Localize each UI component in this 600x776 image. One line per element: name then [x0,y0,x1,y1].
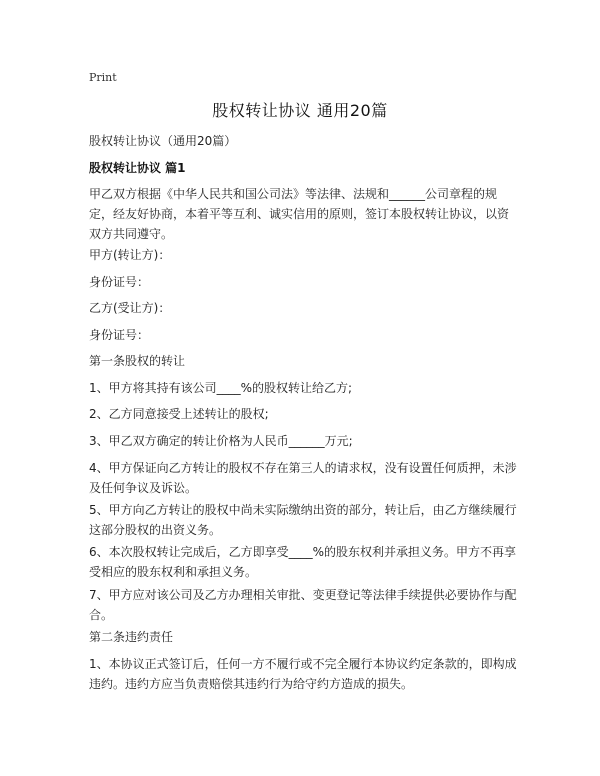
clause-2-1: 1、本协议正式签订后，任何一方不履行或不完全履行本协议约定条款的，即构成违约。违约方应当负责赔偿其违约行为给守约方造成的损失。 [89,657,517,691]
paragraph-intro: 甲乙双方根据《中华人民共和国公司法》等法律、法规和______公司章程的规定，经友好协商，本着平等互利、诚实信用的原则，签订本股权转让协议，以资双方共同遵守。 [89,187,510,241]
section-heading: 股权转让协议 篇1 [89,161,186,175]
article-2-heading: 第二条违约责任 [89,630,174,644]
print-label: Print [89,71,117,84]
clause-1-7: 7、甲方应对该公司及乙方办理相关审批、变更登记等法律手续提供必要协作与配合。 [89,588,517,622]
paragraph-party-a: 甲方(转让方)： [89,248,171,262]
paragraph-party-b-id: 身份证号： [89,328,150,342]
clause-1-2: 2、乙方同意接受上述转让的股权; [89,407,269,421]
clause-1-6: 6、本次股权转让完成后，乙方即享受____%的股东权利并承担义务。甲方不再享受相应的股东权利和承担义务。 [89,545,517,579]
clause-1-5: 5、甲方向乙方转让的股权中尚未实际缴纳出资的部分，转让后，由乙方继续履行这部分股权的出资义务。 [89,503,517,537]
clause-1-3: 3、甲乙双方确定的转让价格为人民币______万元; [89,434,353,448]
clause-1-4: 4、甲方保证向乙方转让的股权不存在第三人的请求权，没有设置任何质押，未涉及任何争议及诉讼。 [89,461,517,495]
document-subtitle: 股权转让协议（通用20篇） [89,134,237,148]
clause-1-1: 1、甲方将其持有该公司____%的股权转让给乙方; [89,381,353,395]
document-title: 股权转让协议 通用20篇 [212,101,388,120]
paragraph-party-a-id: 身份证号： [89,275,150,289]
article-1-heading: 第一条股权的转让 [89,354,186,368]
paragraph-party-b: 乙方(受让方)： [89,301,171,315]
